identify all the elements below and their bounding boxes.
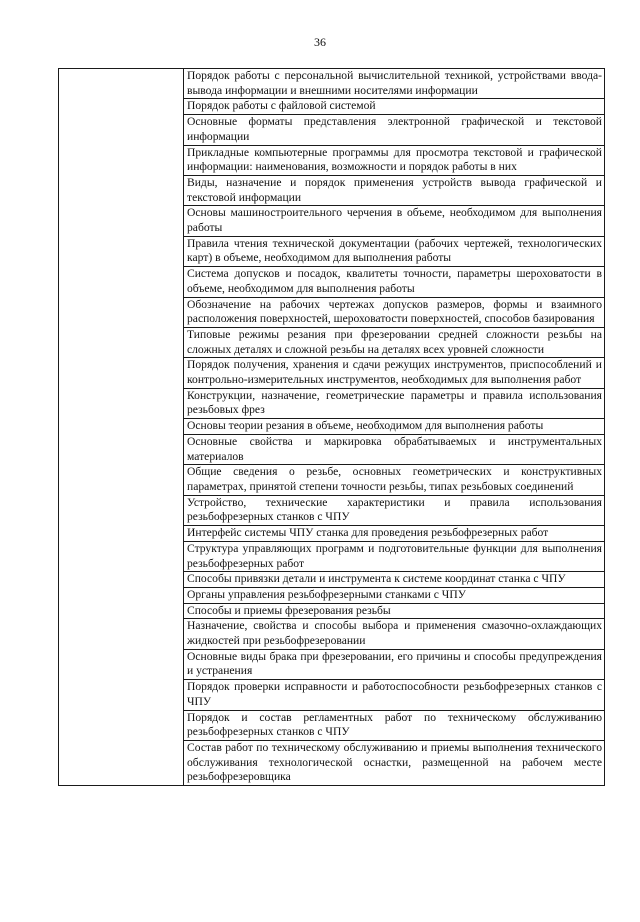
knowledge-item-text: Устройство, технические характеристики и правила использования резьбофрезерных станков с ЧПУ xyxy=(187,495,602,524)
knowledge-item-cell xyxy=(184,587,605,603)
knowledge-item-cell xyxy=(184,680,605,710)
knowledge-item-cell xyxy=(184,206,605,236)
page-number: 36 xyxy=(314,35,326,49)
knowledge-item-text: Типовые режимы резания при фрезеровании средней сложности резьбы на сложных деталях и сложной резьбы на деталях всех уровней сложности xyxy=(187,327,602,356)
knowledge-item-cell xyxy=(184,434,605,464)
knowledge-item-text: Основы теории резания в объеме, необходимом для выполнения работы xyxy=(187,419,544,433)
knowledge-item-text: Обозначение на рабочих чертежах допусков размеров, формы и взаимного расположения поверхностей, шероховатости поверхностей, способов базирования xyxy=(187,297,602,326)
knowledge-item-cell xyxy=(184,388,605,418)
knowledge-item-text: Способы и приемы фрезерования резьбы xyxy=(187,603,391,617)
knowledge-item-text: Структура управляющих программ и подготовительные функции для выполнения резьбофрезерных работ xyxy=(187,541,602,570)
knowledge-item-cell xyxy=(184,619,605,649)
knowledge-item-text: Основы машиностроительного черчения в объеме, необходимом для выполнения работы xyxy=(187,206,602,235)
knowledge-item-cell xyxy=(184,99,605,115)
knowledge-item-cell xyxy=(184,572,605,588)
row-label-cell xyxy=(59,69,184,786)
knowledge-item-text: Основные форматы представления электронной графической и текстовой информации xyxy=(187,115,602,143)
knowledge-item-cell xyxy=(184,115,605,145)
knowledge-item-cell xyxy=(184,327,605,357)
knowledge-item-cell xyxy=(184,541,605,571)
knowledge-item-text: Способы привязки детали и инструмента к системе координат станка с ЧПУ xyxy=(187,572,566,586)
knowledge-item-cell xyxy=(184,603,605,619)
knowledge-item-cell xyxy=(184,175,605,205)
knowledge-item-cell xyxy=(184,649,605,679)
knowledge-item-text: Правила чтения технической документации (рабочих чертежей, технологических карт) в объеме, необходимом для выполнения работы xyxy=(187,236,602,265)
knowledge-item-text: Состав работ по техническому обслуживанию и приемы выполнения технического обслуживания технологической оснастки, размещенной на рабочем месте резьбофрезеровщика xyxy=(187,740,602,784)
knowledge-item-cell xyxy=(184,267,605,297)
knowledge-item-text: Органы управления резьбофрезерными станками с ЧПУ xyxy=(187,587,466,601)
knowledge-item-text: Порядок работы с файловой системой xyxy=(187,99,376,113)
knowledge-item-cell xyxy=(184,495,605,525)
knowledge-table-body xyxy=(59,69,605,786)
table-row xyxy=(59,69,605,99)
knowledge-item-text: Общие сведения о резьбе, основных геометрических и конструктивных параметрах, принятой степени точности резьбы, типах резьбовых соединений xyxy=(187,465,602,493)
knowledge-item-cell xyxy=(184,419,605,435)
knowledge-item-text: Порядок получения, хранения и сдачи режущих инструментов, приспособлений и контрольно-измерительных инструментов, необходимых для выполнения работ xyxy=(187,358,602,387)
knowledge-item-text: Основные виды брака при фрезеровании, его причины и способы предупреждения и устранения xyxy=(187,649,602,678)
knowledge-item-cell xyxy=(184,69,605,99)
knowledge-item-text: Виды, назначение и порядок применения устройств вывода графической и текстовой информации xyxy=(187,175,602,204)
knowledge-table xyxy=(58,68,605,786)
knowledge-item-cell xyxy=(184,358,605,388)
knowledge-item-text: Назначение, свойства и способы выбора и применения смазочно-охлаждающих жидкостей при резьбофрезеровании xyxy=(187,619,602,648)
knowledge-item-cell xyxy=(184,236,605,266)
knowledge-item-text: Конструкции, назначение, геометрические параметры и правила использования резьбовых фрез xyxy=(187,388,602,417)
knowledge-item-text: Порядок и состав регламентных работ по техническому обслуживанию резьбофрезерных станков с ЧПУ xyxy=(187,710,602,739)
knowledge-item-text: Прикладные компьютерные программы для просмотра текстовой и графической информации: наименования, возможности и порядок работы в них xyxy=(187,145,602,174)
knowledge-item-cell xyxy=(184,145,605,175)
knowledge-item-text: Порядок работы с персональной вычислительной техникой, устройствами ввода-вывода информации и внешними носителями информации xyxy=(187,69,602,97)
knowledge-item-text: Основные свойства и маркировка обрабатываемых и инструментальных материалов xyxy=(187,434,602,463)
knowledge-item-cell xyxy=(184,526,605,542)
knowledge-item-text: Интерфейс системы ЧПУ станка для проведения резьбофрезерных работ xyxy=(187,526,549,540)
knowledge-item-text: Порядок проверки исправности и работоспособности резьбофрезерных станков с ЧПУ xyxy=(187,680,602,708)
knowledge-item-cell xyxy=(184,297,605,327)
knowledge-item-text: Система допусков и посадок, квалитеты точности, параметры шероховатости в объеме, необходимом для выполнения работы xyxy=(187,267,602,295)
knowledge-item-cell xyxy=(184,740,605,785)
knowledge-item-cell xyxy=(184,465,605,495)
knowledge-item-cell xyxy=(184,710,605,740)
